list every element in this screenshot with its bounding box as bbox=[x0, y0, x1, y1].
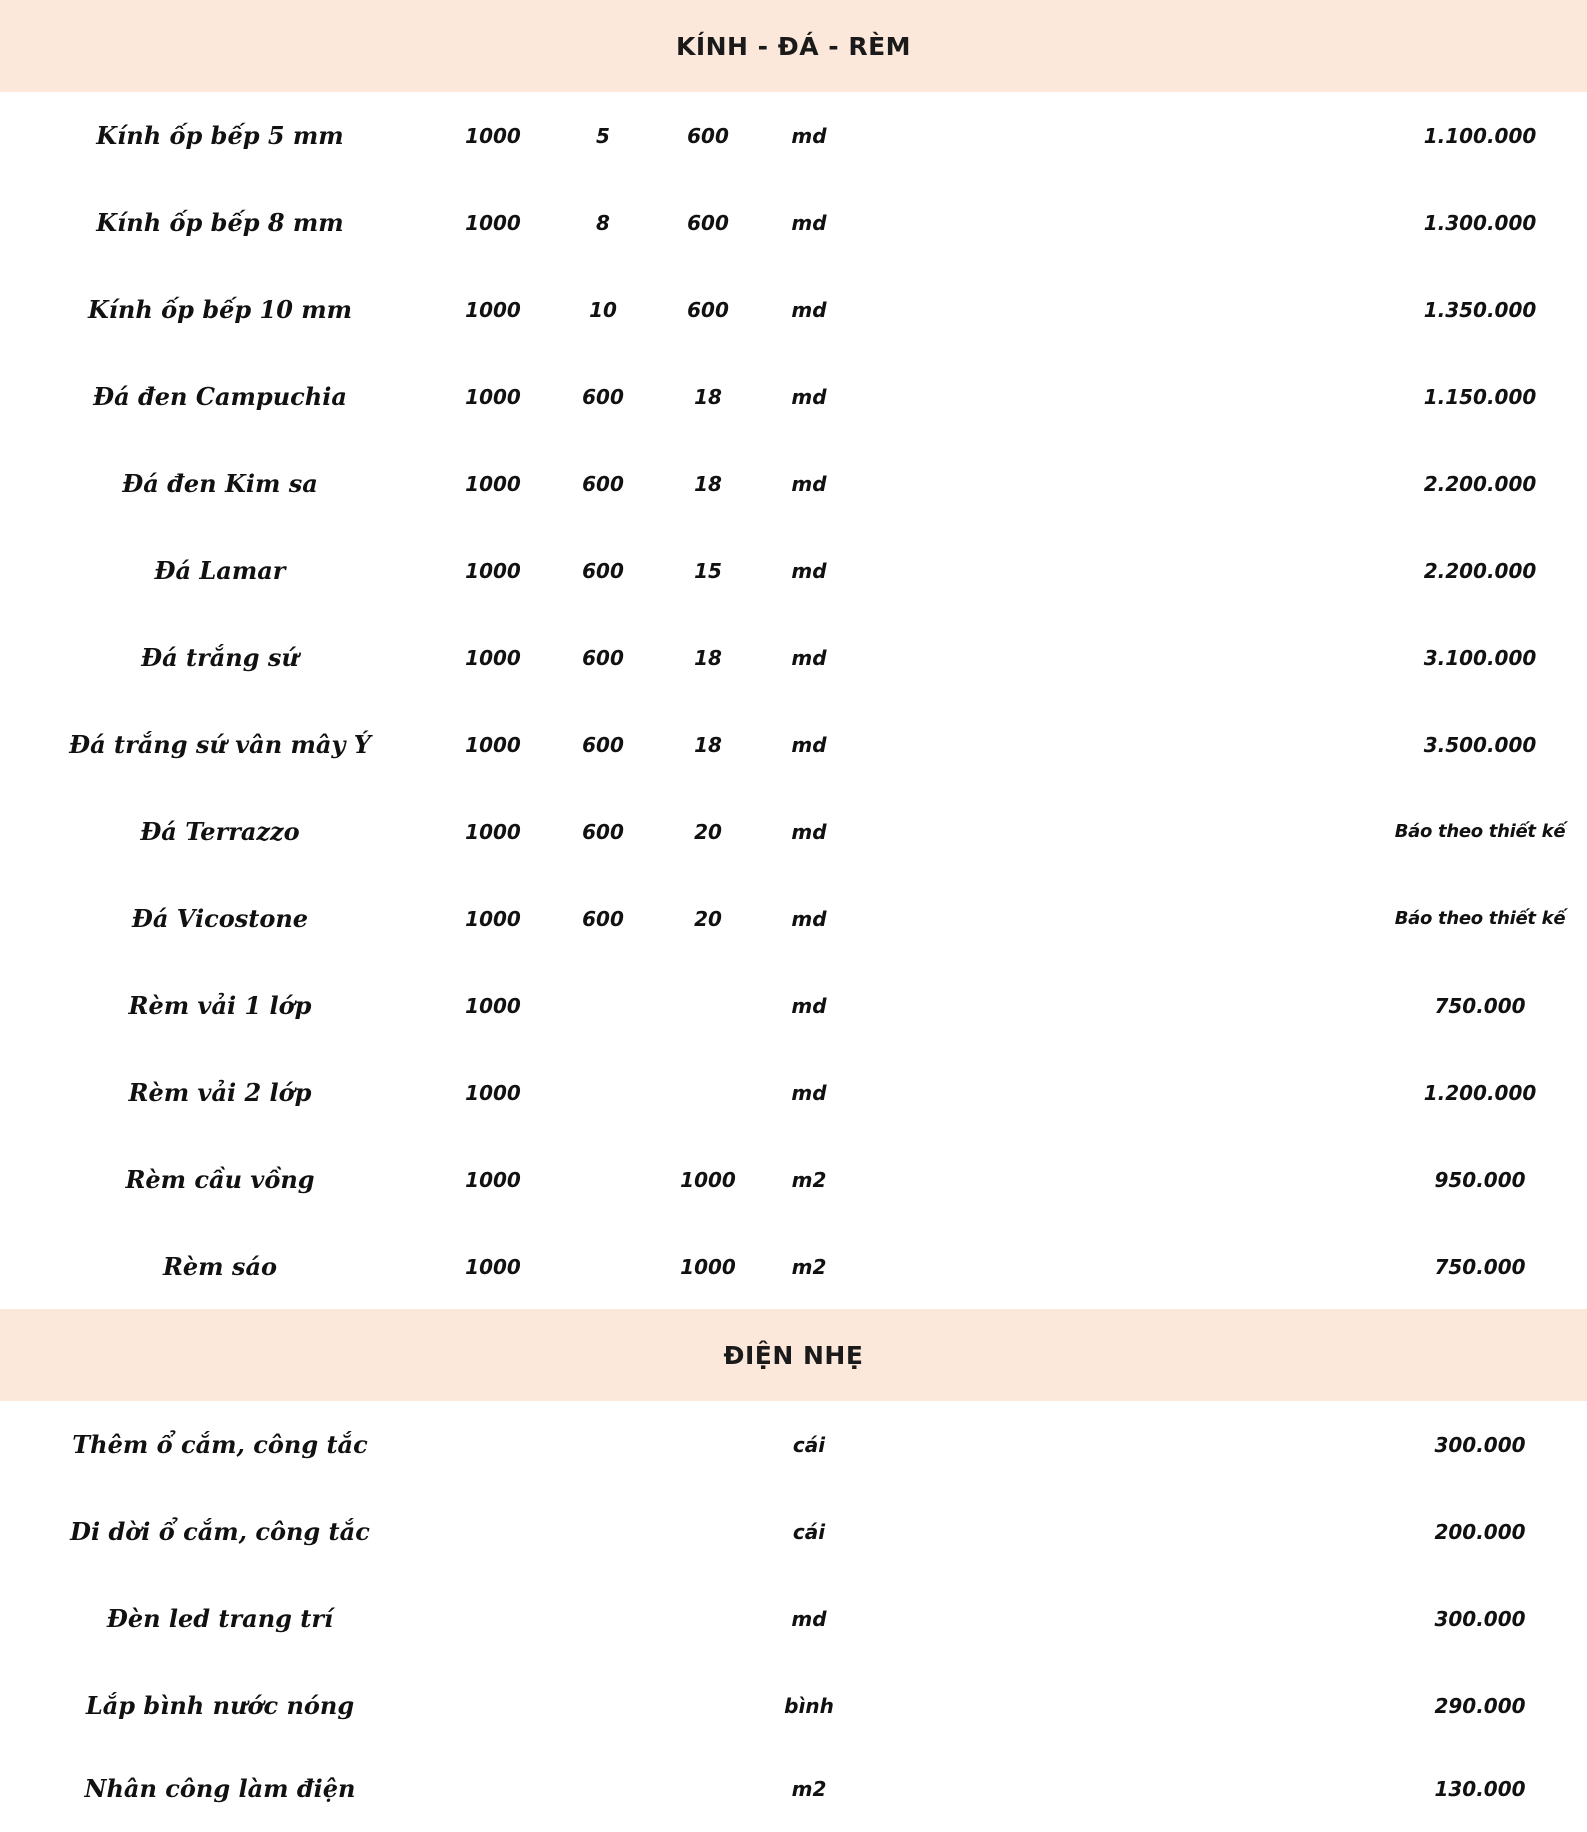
item-name: Rèm sáo bbox=[162, 1252, 278, 1281]
table-row bbox=[0, 92, 1587, 179]
item-price: 1.150.000 bbox=[1423, 384, 1537, 409]
table-row bbox=[0, 266, 1587, 353]
item-dimension-2: 15 bbox=[694, 558, 722, 583]
table-row bbox=[0, 1136, 1587, 1223]
item-unit: md bbox=[791, 384, 827, 409]
item-name: Nhân công làm điện bbox=[84, 1774, 356, 1803]
section-title: ĐIỆN NHẸ bbox=[723, 1340, 864, 1370]
item-price: 2.200.000 bbox=[1423, 471, 1537, 496]
item-name: Kính ốp bếp 5 mm bbox=[96, 121, 344, 150]
item-price: 300.000 bbox=[1434, 1606, 1526, 1631]
section-header-kinh-da-rem bbox=[0, 0, 1587, 92]
item-unit: m2 bbox=[791, 1167, 827, 1192]
item-price: 290.000 bbox=[1434, 1693, 1526, 1718]
item-unit: md bbox=[791, 297, 827, 322]
item-unit: m2 bbox=[791, 1776, 827, 1801]
item-name: Đá Lamar bbox=[154, 556, 286, 585]
item-length: 1000 bbox=[465, 906, 521, 931]
item-name: Đá đen Kim sa bbox=[122, 469, 318, 498]
section-title: KÍNH - ĐÁ - RÈM bbox=[675, 31, 912, 61]
item-dimension-1 bbox=[553, 962, 653, 1049]
item-unit: bình bbox=[784, 1693, 834, 1718]
item-dimension-1: 600 bbox=[582, 819, 624, 844]
item-length: 1000 bbox=[465, 732, 521, 757]
item-unit: md bbox=[791, 1606, 827, 1631]
item-dimension-1: 600 bbox=[582, 906, 624, 931]
item-price: Báo theo thiết kế bbox=[1394, 821, 1566, 842]
item-price: 200.000 bbox=[1434, 1519, 1526, 1544]
item-dimension-2: 1000 bbox=[680, 1254, 736, 1279]
item-length: 1000 bbox=[465, 993, 521, 1018]
item-dimension-1: 10 bbox=[589, 297, 617, 322]
item-price: 1.200.000 bbox=[1423, 1080, 1537, 1105]
item-dimension-1: 600 bbox=[582, 384, 624, 409]
item-dimension-2: 20 bbox=[694, 819, 722, 844]
item-unit: md bbox=[791, 471, 827, 496]
table-row bbox=[0, 962, 1587, 1049]
item-price: 300.000 bbox=[1434, 1432, 1526, 1457]
item-dimension-2: 600 bbox=[687, 123, 729, 148]
item-dimension-1: 600 bbox=[582, 645, 624, 670]
item-name: Đá đen Campuchia bbox=[93, 382, 347, 411]
item-name: Đèn led trang trí bbox=[106, 1604, 334, 1633]
item-unit: cái bbox=[792, 1519, 826, 1544]
item-length: 1000 bbox=[465, 1167, 521, 1192]
item-dimension-2: 18 bbox=[694, 732, 722, 757]
table-row bbox=[0, 440, 1587, 527]
item-unit: md bbox=[791, 123, 827, 148]
item-name: Đá Terrazzo bbox=[140, 817, 300, 846]
table-row bbox=[0, 875, 1587, 962]
item-dimension-2: 18 bbox=[694, 384, 722, 409]
item-dimension-1: 600 bbox=[582, 732, 624, 757]
item-price: 750.000 bbox=[1434, 993, 1526, 1018]
item-name: Rèm cầu vồng bbox=[125, 1165, 315, 1194]
item-dimension-2 bbox=[658, 962, 758, 1049]
table-row bbox=[0, 1401, 1587, 1488]
item-dimension-2: 600 bbox=[687, 210, 729, 235]
item-unit: md bbox=[791, 558, 827, 583]
item-price: 1.300.000 bbox=[1423, 210, 1537, 235]
table-row bbox=[0, 614, 1587, 701]
item-price: 750.000 bbox=[1434, 1254, 1526, 1279]
table-row bbox=[0, 179, 1587, 266]
item-unit: cái bbox=[792, 1432, 826, 1457]
item-dimension-1: 5 bbox=[596, 123, 610, 148]
item-dimension-1 bbox=[553, 1223, 653, 1310]
item-unit: m2 bbox=[791, 1254, 827, 1279]
item-unit: md bbox=[791, 993, 827, 1018]
item-unit: md bbox=[791, 819, 827, 844]
item-price: 130.000 bbox=[1434, 1776, 1526, 1801]
item-unit: md bbox=[791, 645, 827, 670]
item-price: Báo theo thiết kế bbox=[1394, 908, 1566, 929]
item-name: Di dời ổ cắm, công tắc bbox=[70, 1517, 370, 1546]
item-length: 1000 bbox=[465, 471, 521, 496]
item-dimension-1: 8 bbox=[596, 210, 610, 235]
table-row bbox=[0, 1662, 1587, 1749]
table-row bbox=[0, 701, 1587, 788]
item-price: 3.100.000 bbox=[1423, 645, 1537, 670]
table-row bbox=[0, 1745, 1587, 1832]
item-name: Đá trắng sứ vân mây Ý bbox=[69, 730, 371, 759]
item-length: 1000 bbox=[465, 1080, 521, 1105]
item-dimension-2: 1000 bbox=[680, 1167, 736, 1192]
item-name: Kính ốp bếp 8 mm bbox=[96, 208, 344, 237]
item-dimension-2: 600 bbox=[687, 297, 729, 322]
item-name: Đá Vicostone bbox=[131, 904, 309, 933]
item-dimension-2: 20 bbox=[694, 906, 722, 931]
item-unit: md bbox=[791, 906, 827, 931]
item-length: 1000 bbox=[465, 210, 521, 235]
table-row bbox=[0, 788, 1587, 875]
item-name: Thêm ổ cắm, công tắc bbox=[72, 1430, 368, 1459]
table-row bbox=[0, 1049, 1587, 1136]
item-name: Đá trắng sứ bbox=[141, 643, 299, 672]
table-row bbox=[0, 1575, 1587, 1662]
item-length: 1000 bbox=[465, 1254, 521, 1279]
item-dimension-2: 18 bbox=[694, 471, 722, 496]
table-row bbox=[0, 353, 1587, 440]
item-dimension-1: 600 bbox=[582, 471, 624, 496]
item-name: Kính ốp bếp 10 mm bbox=[87, 295, 353, 324]
item-length: 1000 bbox=[465, 297, 521, 322]
item-price: 1.100.000 bbox=[1423, 123, 1537, 148]
item-length: 1000 bbox=[465, 645, 521, 670]
item-unit: md bbox=[791, 1080, 827, 1105]
item-length: 1000 bbox=[465, 384, 521, 409]
item-price: 2.200.000 bbox=[1423, 558, 1537, 583]
item-unit: md bbox=[791, 210, 827, 235]
item-name: Rèm vải 2 lớp bbox=[128, 1078, 312, 1107]
item-dimension-2 bbox=[658, 1049, 758, 1136]
item-length: 1000 bbox=[465, 558, 521, 583]
item-price: 1.350.000 bbox=[1423, 297, 1537, 322]
item-dimension-1: 600 bbox=[582, 558, 624, 583]
item-unit: md bbox=[791, 732, 827, 757]
section-header-dien-nhe bbox=[0, 1309, 1587, 1401]
table-row bbox=[0, 1488, 1587, 1575]
item-dimension-1 bbox=[553, 1049, 653, 1136]
item-dimension-2: 18 bbox=[694, 645, 722, 670]
item-length: 1000 bbox=[465, 819, 521, 844]
item-length: 1000 bbox=[465, 123, 521, 148]
item-price: 3.500.000 bbox=[1423, 732, 1537, 757]
item-name: Rèm vải 1 lớp bbox=[128, 991, 312, 1020]
item-price: 950.000 bbox=[1434, 1167, 1526, 1192]
table-row bbox=[0, 527, 1587, 614]
table-row bbox=[0, 1223, 1587, 1310]
item-name: Lắp bình nước nóng bbox=[85, 1691, 355, 1720]
item-dimension-1 bbox=[553, 1136, 653, 1223]
